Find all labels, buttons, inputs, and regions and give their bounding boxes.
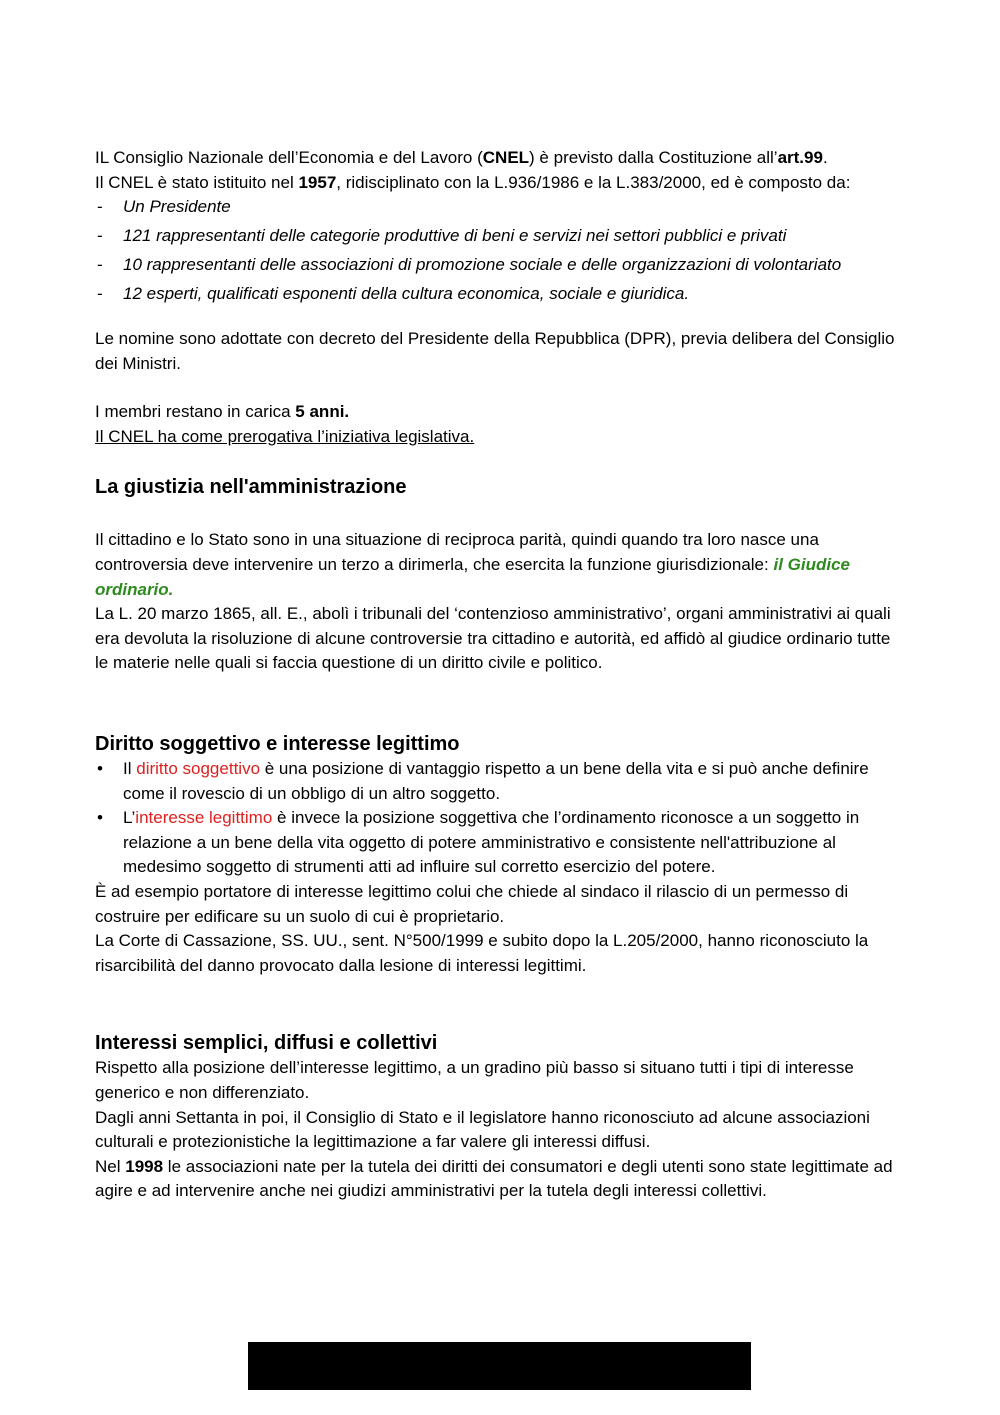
- diritto-bullet-list: [95, 757, 905, 880]
- giudice-ordinario-highlight: il Giudice ordinario.: [95, 555, 850, 599]
- cnel-prerogativa: Il CNEL ha come prerogativa l’iniziativa legislativa.: [95, 426, 475, 446]
- list-item: - 12 esperti, qualificati esponenti della cultura economica, sociale e giuridica.: [95, 282, 905, 307]
- bullet-marker: •: [97, 808, 103, 828]
- diritto-soggettivo-highlight: diritto soggettivo: [136, 759, 261, 778]
- list-item: • L’interesse legittimo è invece la posizione soggettiva che l’ordinamento riconosce a un soggetto in relazione a un bene della vita oggetto di potere amministrativo e consistente nell'attribuzione al medesimo soggetto di strumenti atti ad influire sul corretto esercizio del potere.: [97, 808, 860, 877]
- redaction-bar: [248, 1342, 751, 1390]
- interesse-legittimo-highlight: interesse legittimo: [135, 808, 273, 828]
- dash-marker: -: [97, 284, 103, 304]
- bullet-marker: •: [97, 759, 103, 778]
- section-title-diritto: Diritto soggettivo e interesse legittimo: [95, 733, 460, 755]
- interessi-paragraph-1: Rispetto alla posizione dell’interesse legittimo, a un gradino più basso si situano tutti i tipi di interesse generico e non differenziato.: [95, 1058, 854, 1102]
- dash-marker: -: [97, 255, 103, 275]
- dash-marker: -: [97, 226, 103, 246]
- list-item: • Il diritto soggettivo è una posizione di vantaggio rispetto a un bene della vita e si può anche definire come il rovescio di un obbligo di un altro soggetto.: [97, 759, 869, 803]
- interessi-paragraph-3: Nel 1998 le associazioni nate per la tutela dei diritti dei consumatori e degli utenti sono state legittimate ad agire e ad intervenire anche nei giudizi amministrativi per la tutela degli interessi collettivi.: [95, 1156, 893, 1201]
- giustizia-paragraph-2: La L. 20 marzo 1865, all. E., abolì i tribunali del ‘contenzioso amministrativo’, organi amministrativi ai quali era devoluta la risoluzione di alcune controversie tra cittadino e autorità, ed affidò al giudice ordinario tutte le materie nelle quali si faccia questione di un diritto civile e politico.: [95, 604, 891, 673]
- dash-marker: -: [97, 197, 103, 217]
- document-page: [95, 146, 905, 1204]
- diritto-paragraph-2: La Corte di Cassazione, SS. UU., sent. N°500/1999 e subito dopo la L.205/2000, hanno riconosciuto la risarcibilità del danno provocato dalla lesione di interessi legittimi.: [95, 931, 869, 975]
- section-title-giustizia: La giustizia nell'amministrazione: [95, 476, 407, 499]
- section-title-interessi: Interessi semplici, diffusi e collettivi: [95, 1032, 438, 1055]
- cnel-nomine: Le nomine sono adottate con decreto del Presidente della Repubblica (DPR), previa delibera del Consiglio dei Ministri.: [95, 329, 895, 373]
- list-item: - 10 rappresentanti delle associazioni di promozione sociale e delle organizzazioni di volontariato: [95, 253, 905, 278]
- cnel-composition-list: [95, 195, 905, 307]
- cnel-carica: I membri restano in carica 5 anni.: [95, 402, 350, 422]
- cnel-intro-line1: IL Consiglio Nazionale dell’Economia e del Lavoro (CNEL) è previsto dalla Costituzione all’art.99.: [95, 148, 828, 167]
- interessi-paragraph-2: Dagli anni Settanta in poi, il Consiglio di Stato e il legislatore hanno riconosciuto ad alcune associazioni culturali e protezionistiche la legittimazione a far valere gli interessi diffusi.: [95, 1107, 870, 1152]
- diritto-paragraph-1: È ad esempio portatore di interesse legittimo colui che chiede al sindaco il rilascio di un permesso di costruire per edificare su un suolo di cui è proprietario.: [95, 881, 849, 926]
- list-item: - Un Presidente: [95, 195, 905, 220]
- giustizia-paragraph-1: Il cittadino e lo Stato sono in una situazione di reciproca parità, quindi quando tra loro nasce una controversia deve intervenire un terzo a dirimerla, che esercita la funzione giurisdizionale: il Giudice ordinario.: [95, 530, 850, 599]
- list-item: - 121 rappresentanti delle categorie produttive di beni e servizi nei settori pubblici e privati: [95, 224, 905, 249]
- cnel-intro-line2: Il CNEL è stato istituito nel 1957, ridisciplinato con la L.936/1986 e la L.383/2000, ed è composto da:: [95, 172, 851, 192]
